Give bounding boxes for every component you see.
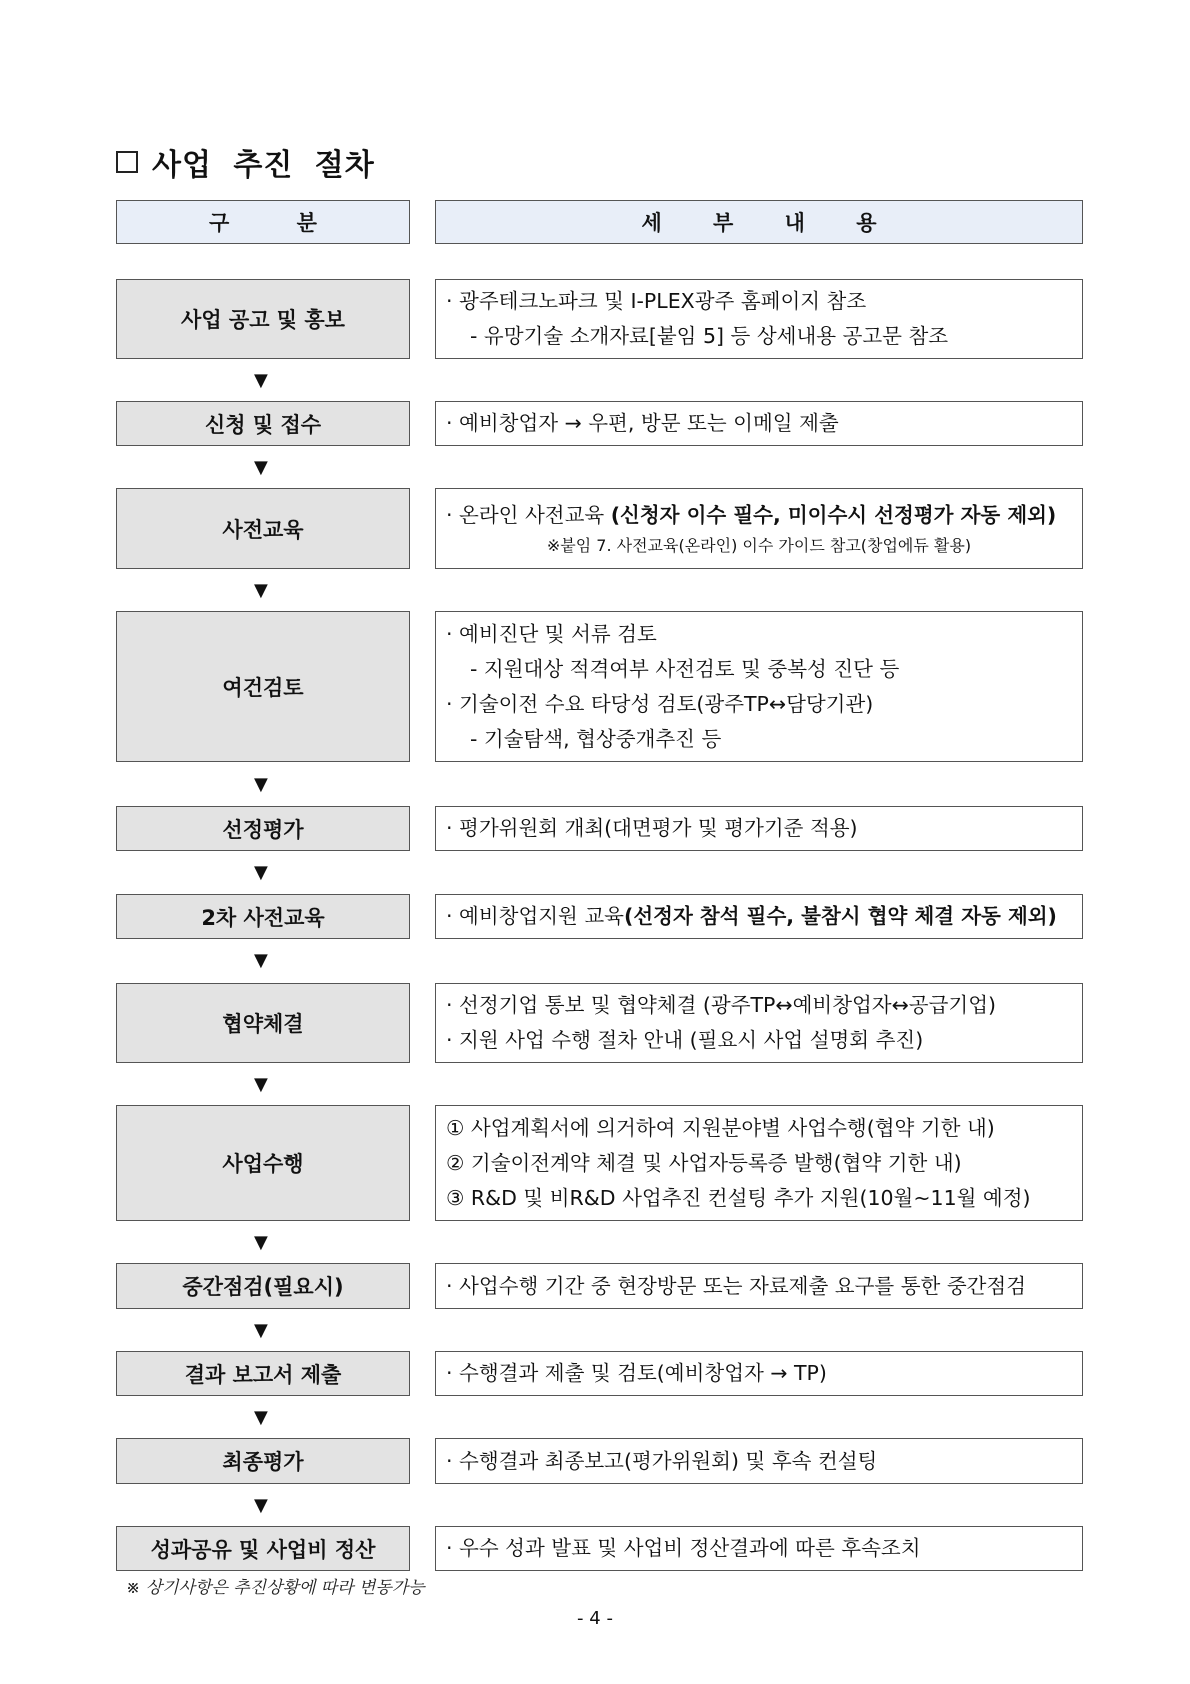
page-number: - 4 -	[577, 1608, 613, 1629]
detail-line: ③ R&D 및 비R&D 사업추진 컨설팅 추가 지원(10월~11월 예정)	[446, 1185, 1031, 1210]
detail-line: · 사업수행 기간 중 현장방문 또는 자료제출 요구를 통한 중간점검	[446, 1273, 1027, 1298]
step-detail-report	[435, 1351, 1083, 1396]
detail-line: - 기술탐색, 협상중개추진 등	[470, 726, 722, 751]
detail-line: ① 사업계획서에 의거하여 지원분야별 사업수행(협약 기한 내)	[446, 1115, 995, 1140]
footnote: ※ 상기사항은 추진상황에 따라 변동가능	[126, 1578, 425, 1598]
step-label-settlement: 성과공유 및 사업비 정산	[116, 1526, 410, 1571]
page-title-text: 사업 추진 절차	[152, 148, 375, 183]
down-arrow-icon: ▼	[254, 1320, 268, 1341]
step-detail-settlement	[435, 1526, 1083, 1571]
step-detail-pre-education	[435, 488, 1083, 569]
detail-line: · 예비창업지원 교육(선정자 참석 필수, 불참시 협약 체결 자동 제외)	[446, 904, 1057, 928]
detail-line: · 예비창업자 → 우편, 방문 또는 이메일 제출	[446, 411, 839, 435]
down-arrow-icon: ▼	[254, 1495, 268, 1516]
page-title	[116, 140, 375, 184]
down-arrow-icon: ▼	[254, 1407, 268, 1428]
down-arrow-icon: ▼	[254, 774, 268, 795]
detail-line: · 선정기업 통보 및 협약체결 (광주TP↔예비창업자↔공급기업)	[446, 993, 996, 1017]
step-detail-execution	[435, 1105, 1083, 1221]
detail-line: · 우수 성과 발표 및 사업비 정산결과에 따른 후속조치	[446, 1536, 921, 1560]
step-detail-interim-check	[435, 1263, 1083, 1309]
detail-line: · 지원 사업 수행 절차 안내 (필요시 사업 설명회 추진)	[446, 1028, 924, 1052]
detail-line: · 기술이전 수요 타당성 검토(광주TP↔담당기관)	[446, 691, 874, 716]
step-detail-announcement	[435, 279, 1083, 359]
step-label-agreement: 협약체결	[116, 983, 410, 1063]
detail-line: · 수행결과 제출 및 검토(예비창업자 → TP)	[446, 1361, 827, 1385]
header-category: 구 분	[116, 200, 410, 244]
detail-line: · 예비진단 및 서류 검토	[446, 621, 657, 646]
step-detail-selection	[435, 806, 1083, 851]
step-label-report: 결과 보고서 제출	[116, 1351, 410, 1396]
step-label-selection: 선정평가	[116, 806, 410, 851]
step-label-interim-check: 중간점검(필요시)	[116, 1263, 410, 1309]
down-arrow-icon: ▼	[254, 1232, 268, 1253]
step-label-final-evaluation: 최종평가	[116, 1438, 410, 1484]
step-label-execution: 사업수행	[116, 1105, 410, 1221]
down-arrow-icon: ▼	[254, 950, 268, 971]
step-detail-application	[435, 401, 1083, 446]
step-detail-review	[435, 611, 1083, 762]
step-detail-final-evaluation	[435, 1438, 1083, 1484]
detail-line: · 광주테크노파크 및 I-PLEX광주 홈페이지 참조	[446, 289, 867, 313]
step-label-application: 신청 및 접수	[116, 401, 410, 446]
header-details: 세 부 내 용	[435, 200, 1083, 244]
checkbox-square-icon	[116, 151, 138, 173]
detail-line: - 유망기술 소개자료[붙임 5] 등 상세내용 공고문 참조	[470, 324, 949, 348]
detail-line: · 평가위원회 개최(대면평가 및 평가기준 적용)	[446, 816, 858, 840]
down-arrow-icon: ▼	[254, 457, 268, 478]
down-arrow-icon: ▼	[254, 580, 268, 601]
step-label-announcement: 사업 공고 및 홍보	[116, 279, 410, 359]
down-arrow-icon: ▼	[254, 862, 268, 883]
detail-line: ② 기술이전계약 체결 및 사업자등록증 발행(협약 기한 내)	[446, 1150, 962, 1175]
step-label-review: 여건검토	[116, 611, 410, 762]
step-label-pre-education: 사전교육	[116, 488, 410, 569]
detail-line: · 수행결과 최종보고(평가위원회) 및 후속 컨설팅	[446, 1448, 878, 1473]
step-label-second-education: 2차 사전교육	[116, 894, 410, 939]
detail-note: ※붙임 7. 사전교육(온라인) 이수 가이드 참고(창업에듀 활용)	[546, 536, 972, 555]
down-arrow-icon: ▼	[254, 370, 268, 391]
down-arrow-icon: ▼	[254, 1074, 268, 1095]
step-detail-second-education	[435, 894, 1083, 939]
step-detail-agreement	[435, 983, 1083, 1063]
detail-line: - 지원대상 적격여부 사전검토 및 중복성 진단 등	[470, 656, 900, 681]
detail-line: · 온라인 사전교육 (신청자 이수 필수, 미이수시 선정평가 자동 제외)	[446, 503, 1057, 527]
